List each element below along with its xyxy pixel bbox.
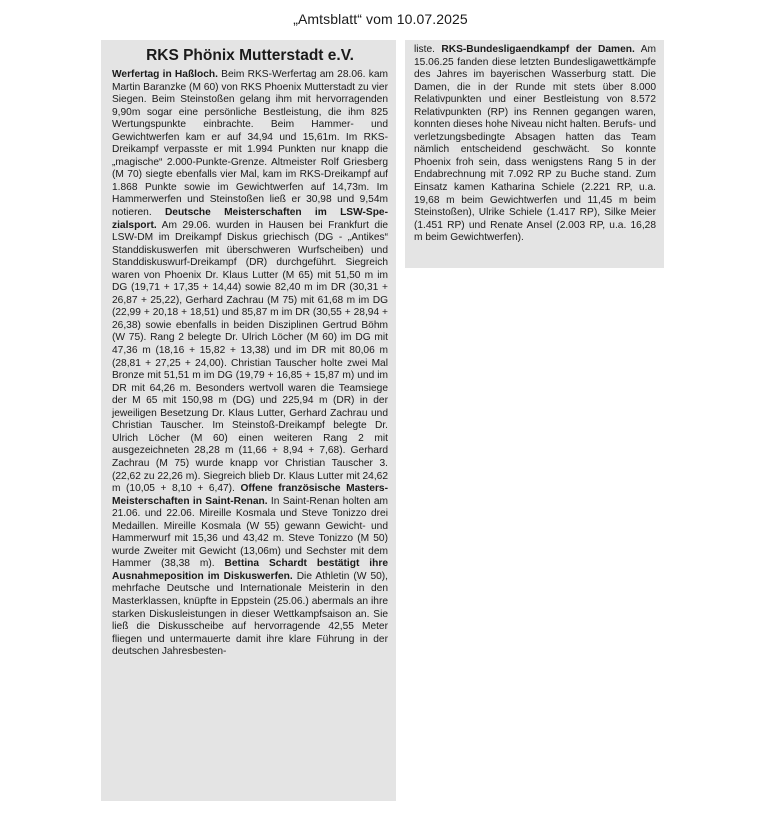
section-heading: RKS-Bundesligaendkampf der Damen. <box>441 44 635 55</box>
article-column-left <box>101 40 396 801</box>
section-text: liste. <box>414 44 442 55</box>
section-heading: Deutsche Meisterschaften im LSW-Spe-zialsport. <box>112 207 388 231</box>
article-column-right <box>405 40 664 268</box>
section-text: In Saint-Renan holten am 21.06. und 22.06. Mireille Kosmala und Steve Tonizzo drei Medaillen. Mireille Kosmala (W 55) gewann Gewicht- und Hammerwurf mit 15,36 und 43,42 m. Steve Tonizzo (M 50) wurde Zweiter mit Gewicht (13,06m) und Sechster mit dem Hammer (38,38 m). <box>112 495 388 570</box>
publication-header: „Amtsblatt“ vom 10.07.2025 <box>293 11 468 27</box>
section-heading: Werfertag in Haßloch. <box>112 69 218 80</box>
section-text: Die Athletin (W 50), mehrfache Deutsche und Internationale Meisterin in den Masterklassen, knüpfte in Eppstein (25.06.) abermals an ihre starken Diskusleistungen in dieser Wettkampfsaison an. Sie ließ die Diskusscheibe auf hervorragende 42,55 Meter fliegen und untermauerte damit ihre klare Führung in der deutschen Jahresbesten- <box>112 570 388 658</box>
article-title: RKS Phönix Mutterstadt e.V. <box>146 47 354 64</box>
section-text: Am 29.06. wurden in Hausen bei Frankfurt die LSW-DM im Dreikampf Diskus griechisch (DG - „Antikes“ Standdiskuswerfen mit überschweren Wurfscheiben) und Standdiskuswurf-Dreikampf (DR) durchgeführt. Siegreich waren von Phoenix Dr. Klaus Lutter (M 65) mit 51,50 m im DG (19,71 + 17,35 + 14,44) sowie 82,40 m im DR (30,31 + 26,87 + 25,22), Gerhard Zachrau (M 75) mit 61,68 m im DG (22,99 + 20,18 + 18,51) und 85,87 m im DR (30,55 + 28,94 + 26,38) sowie ebenfalls in beiden Disziplinen Gertrud Böhm (W 75). Rang 2 belegte Dr. Ulrich Löcher (M 60) im DG mit 47,36 m (18,16 + 15,82 + 13,38) und im DR mit 80,06 m (28,81 + 27,25 + 24,00). Christian Tauscher holte zwei Mal Bronze mit 51,51 m im DG (19,79 + 16,85 + 15,87 m) und im DR mit 64,26 m. Besonders wertvoll waren die Teamsiege der M 65 mit 150,98 m (DG) und 225,94 m (DR) in der jeweiligen Besetzung Dr. Klaus Lutter, Gerhard Zachrau und Christian Tauscher. Im Steinstoß-Dreikampf belegte Dr. Ulrich Löcher (M 60) einen weiteren Rang 2 mit ausgezeichneten 28,28 m (11,66 + 8,94 + 7,68). Gerhard Zachrau (M 75) wurde knapp vor Christian Tauscher 3. (22,62 zu 22,26 m). Siegreich blieb Dr. Klaus Lutter mit 24,62 m (10,05 + 8,10 + 6,47). <box>112 219 388 495</box>
section-heading: Offene französische Masters-Meisterschaften in Saint-Renan. <box>112 483 388 507</box>
section-heading: Bettina Schardt bestätigt ihre Ausnahmeposition im Diskuswerfen. <box>112 558 388 582</box>
article-paragraph <box>414 44 656 245</box>
section-text: Am 15.06.25 fanden diese letzten Bundesligawettkämpfe des Jahres im bayerischen Wasserburg statt. Die Damen, die in der Runde mit stets über 8.000 Relativpunkten und einer Bestleistung von 8.572 Relativpunkten (RP) ins Rennen gegangen waren, konnten dieses hohe Niveau nicht halten. Berufs- und verletzungsbedingte Absagen hatten das Team nämlich entscheidend geschwächt. So konnte Phoenix froh sein, dass wenigstens Rang 5 in der Endabrechnung mit 7.092 RP zu Buche stand. Zum Einsatz kamen Katharina Schiele (2.221 RP, u.a. 19,68 m beim Gewichtwerfen und 11,45 m beim Steinstoßen), Ulrike Schiele (1.417 RP), Silke Meier (1.451 RP) und Renate Ansel (2.003 RP, u.a. 16,28 m beim Gewichtwerfen). <box>414 44 656 244</box>
article-paragraph <box>112 69 388 659</box>
section-text: Beim RKS-Werfertag am 28.06. kam Martin Baranzke (M 60) von RKS Phoenix Mutterstadt zu vier Siegen. Beim Steinstoßen gelang ihm mit hervorragenden 9,90m sogar eine persönliche Bestleistung, die ihm 825 Wertungspunkte einbrachte. Beim Hammer- und Gewichtwerfen kam er auf 34,94 und 15,61m. Im RKS-Dreikampf verpasste er mit 1.994 Punkten nur knapp die „magische“ 2.000-Punkte-Grenze. Altmeister Rolf Griesberg (M 70) siegte ebenfalls vier Mal, kam im RKS-Dreikampf auf 1.868 Punkte sowie im Gewichtwerfen auf 14,73m. Im Hammerwerfen und Steinstoßen ließ er 30,98 und 9,54m notieren. <box>112 69 388 219</box>
